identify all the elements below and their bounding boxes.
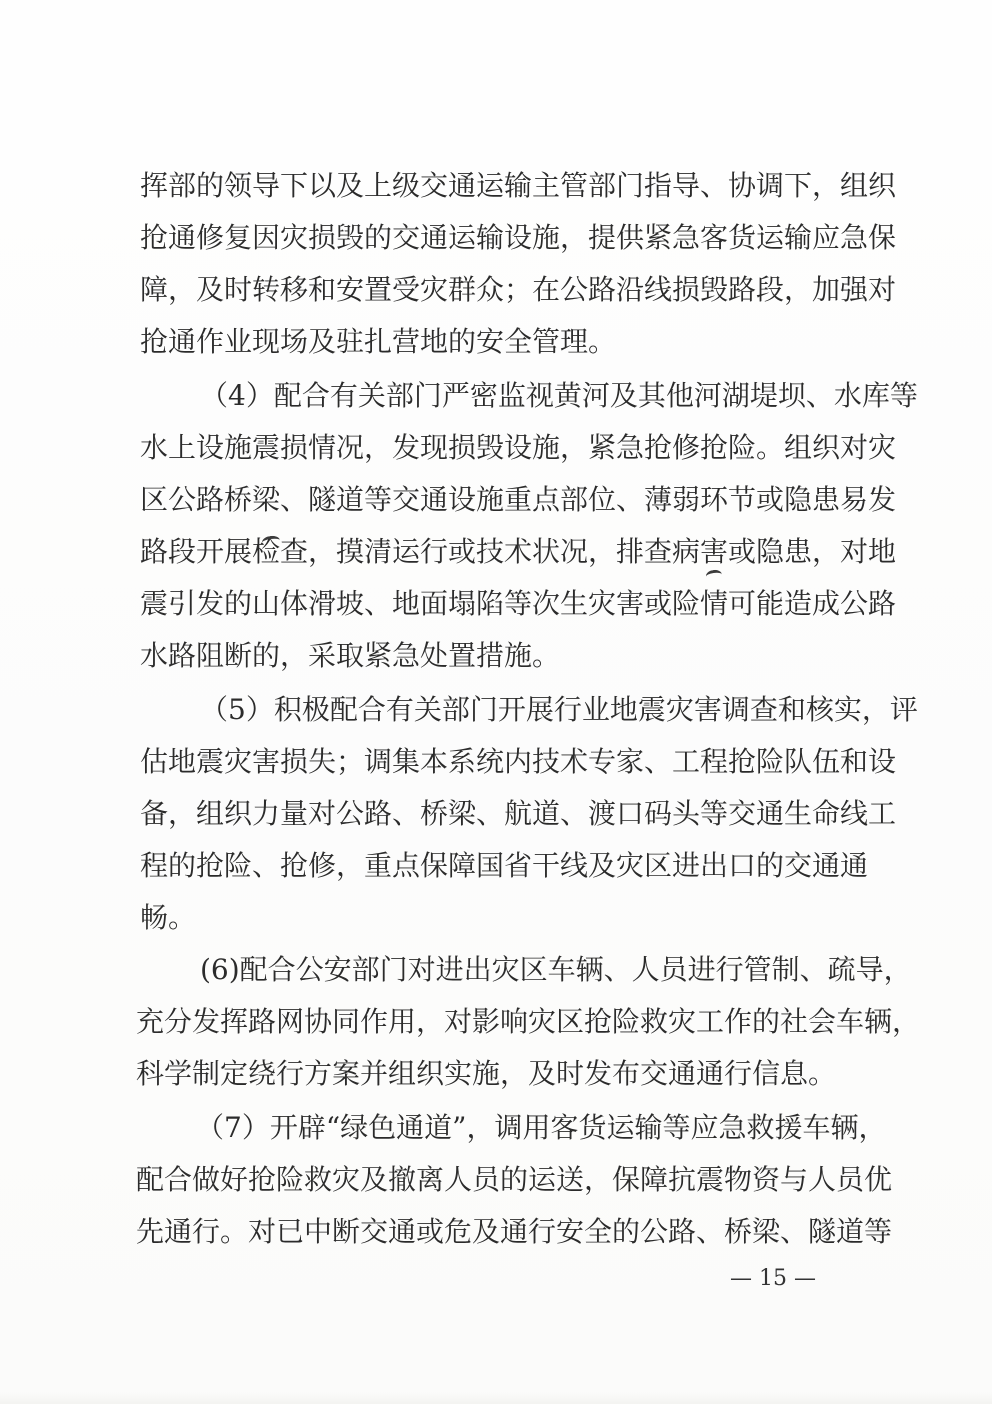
text-line: （5）积极配合有关部门开展行业地震灾害调查和核实，评 (200, 693, 918, 726)
text-line: 程的抢险、抢修，重点保障国省干线及灾区进出口的交通通 (140, 849, 869, 882)
text-line: 充分发挥路网协同作用，对影响灾区抢险救灾工作的社会车辆， (136, 1005, 921, 1038)
text-line: 畅。 (140, 901, 197, 934)
text-line: 估地震灾害损失；调集本系统内技术专家、工程抢险队伍和设 (140, 745, 897, 778)
text-line: （7）开辟“绿色通道”，调用客货运输等应急救援车辆， (196, 1111, 887, 1144)
text-line: 区公路桥梁、隧道等交通设施重点部位、薄弱环节或隐患易发 (140, 483, 897, 516)
text-line: 配合做好抢险救灾及撤离人员的运送，保障抗震物资与人员优 (136, 1163, 893, 1196)
text-line: 备，组织力量对公路、桥梁、航道、渡口码头等交通生命线工 (140, 797, 897, 830)
scan-edge (0, 1392, 992, 1404)
text-line: 科学制定绕行方案并组织实施，及时发布交通通行信息。 (136, 1057, 837, 1090)
page-number: — 15 — (730, 1266, 816, 1291)
text-line: 抢通作业现场及驻扎营地的安全管理。 (140, 325, 617, 358)
text-line: 障，及时转移和安置受灾群众；在公路沿线损毁路段，加强对 (140, 273, 897, 306)
text-line: 震引发的山体滑坡、地面塌陷等次生灾害或险情可能造成公路 (140, 587, 897, 620)
text-line: 抢通修复因灾损毁的交通运输设施，提供紧急客货运输应急保 (140, 221, 897, 254)
text-line: （4）配合有关部门严密监视黄河及其他河湖堤坝、水库等 (200, 379, 918, 412)
text-line: 路段开展检查，摸清运行或技术状况，排查病害或隐患，对地 (140, 535, 897, 568)
text-line: (6)配合公安部门对进出灾区车辆、人员进行管制、疏导， (200, 953, 912, 986)
handwritten-mark (705, 569, 722, 582)
text-line: 挥部的领导下以及上级交通运输主管部门指导、协调下，组织 (140, 169, 897, 202)
text-line: 水路阻断的，采取紧急处置措施。 (140, 639, 561, 672)
text-line: 水上设施震损情况，发现损毁设施，紧急抢修抢险。组织对灾 (140, 431, 897, 464)
text-line: 先通行。对已中断交通或危及通行安全的公路、桥梁、隧道等 (136, 1215, 893, 1248)
